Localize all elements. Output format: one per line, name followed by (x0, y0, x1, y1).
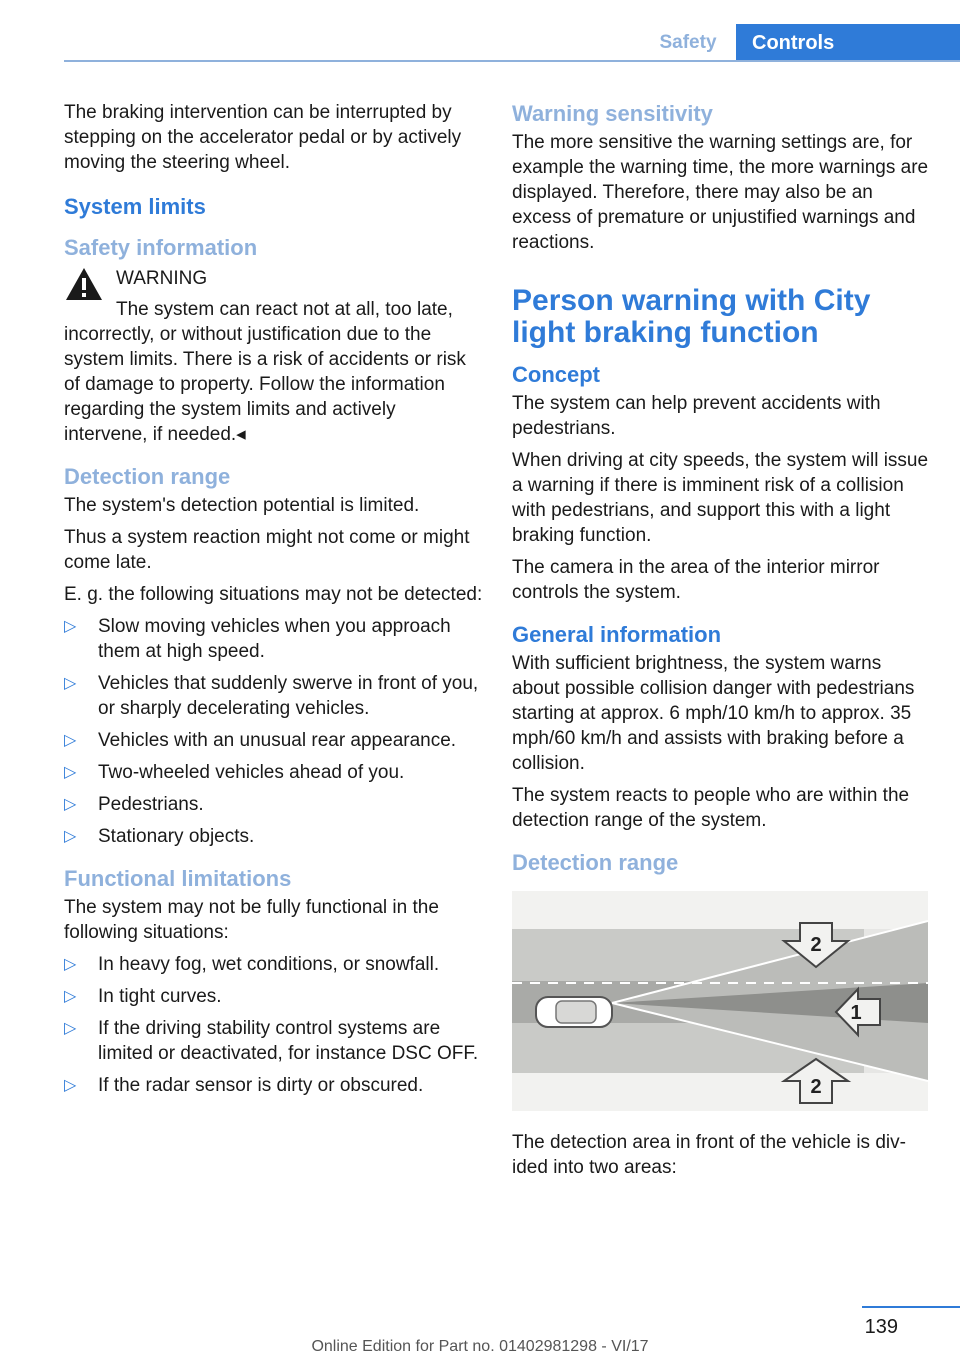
heading-functional-limitations: Functional limitations (64, 866, 292, 891)
list-item: ▷ In tight curves. (64, 986, 222, 1007)
bullet-icon: ▷ (64, 988, 77, 1005)
detection-range-figure (512, 891, 928, 1111)
heading-safety-information: Safety information (64, 235, 258, 260)
warning-text: The system can react not at all, too late, incorrectly, or without justification due to the system limits. There is a risk of accidents or risk of damage to property. Follow the information regarding the system limits and actively intervene, if needed.◂ (64, 299, 466, 445)
svg-text:2: 2 (810, 1076, 822, 1098)
header-rule (64, 60, 960, 62)
list-item: ▷ Slow moving vehicles when you approach them at high speed. (64, 616, 451, 662)
heading-concept: Concept (512, 362, 600, 387)
bullet-icon: ▷ (64, 618, 77, 635)
concept-p3: The camera in the area of the interior mirror controls the system. (512, 557, 880, 603)
list-item: ▷ Vehicles that suddenly swerve in front of you, or sharply decelerating vehicles. (64, 673, 479, 719)
detection-range-p1: The system's detection potential is limited. (64, 495, 420, 516)
warning-label: WARNING (116, 268, 208, 289)
bullet-icon: ▷ (64, 1077, 77, 1094)
heading-general-information: General information (512, 622, 722, 647)
general-information-p1: With sufficient brightness, the system warns about possible collision danger with pedestrians starting at approx. 6 mph/10 km/h to approx. 35 mph/60 km/h and assists with braking before a collision. (512, 653, 915, 774)
warning-triangle-icon (64, 266, 104, 302)
list-item: ▷ In heavy fog, wet conditions, or snowfall. (64, 954, 440, 975)
concept-p2: When driving at city speeds, the system will issue a warning if there is imminent risk of a collision with pedestrians, and support this with a light braking function. (512, 450, 929, 546)
list-item: ▷ If the driving stability control systems are limited or deactivated, for instance DSC OFF. (64, 1018, 479, 1064)
svg-text:1: 1 (850, 1002, 862, 1024)
detection-range-p3: E. g. the following situations may not be detected: (64, 584, 483, 605)
intro-paragraph: The braking intervention can be interrupted by stepping on the accelerator pedal or by actively moving the steering wheel. (64, 102, 462, 173)
svg-text:2: 2 (810, 934, 822, 956)
heading-detection-range-right: Detection range (512, 850, 679, 875)
detection-range-list (64, 614, 484, 849)
tab-safety: Safety (659, 32, 717, 53)
left-column (64, 100, 484, 1108)
footer-rule (862, 1306, 960, 1308)
bullet-icon: ▷ (64, 828, 77, 845)
page-number: 139 (864, 1316, 898, 1338)
list-item: ▷ Pedestrians. (64, 794, 204, 815)
heading-system-limits: System limits (64, 194, 206, 219)
car-icon (536, 997, 612, 1027)
heading-detection-range: Detection range (64, 464, 231, 489)
tab-controls: Controls (736, 24, 960, 62)
bullet-icon: ▷ (64, 956, 77, 973)
bullet-icon: ▷ (64, 764, 77, 781)
heading-warning-sensitivity: Warning sensitivity (512, 101, 713, 126)
list-item: ▷ If the radar sensor is dirty or obscured. (64, 1075, 424, 1096)
edition-footer: Online Edition for Part no. 01402981298 - VI/17 (311, 1338, 649, 1355)
figure-caption: The detection area in front of the vehicle is divided into two areas: (512, 1132, 906, 1178)
main-heading: Person warning with City light braking function (512, 284, 871, 349)
bullet-icon: ▷ (64, 1020, 77, 1037)
warning-box (64, 266, 484, 447)
warning-sensitivity-p1: The more sensitive the warning settings are, for example the warning time, the more warnings are displayed. Therefore, there may also be an excess of premature or unjustified warnings and reactions. (512, 132, 929, 253)
concept-p1: The system can help prevent accidents with pedestrians. (512, 393, 881, 439)
functional-limitations-list (64, 952, 484, 1098)
functional-limitations-p1: The system may not be fully functional in the following situations: (64, 897, 439, 943)
general-information-p2: The system reacts to people who are within the detection range of the system. (512, 785, 910, 831)
bullet-icon: ▷ (64, 675, 77, 692)
list-item: ▷ Two-wheeled vehicles ahead of you. (64, 762, 405, 783)
list-item: ▷ Stationary objects. (64, 826, 255, 847)
right-column (512, 100, 930, 1187)
list-item: ▷ Vehicles with an unusual rear appearance. (64, 730, 457, 751)
bullet-icon: ▷ (64, 732, 77, 749)
detection-range-p2: Thus a system reaction might not come or might come late. (64, 527, 470, 573)
bullet-icon: ▷ (64, 796, 77, 813)
